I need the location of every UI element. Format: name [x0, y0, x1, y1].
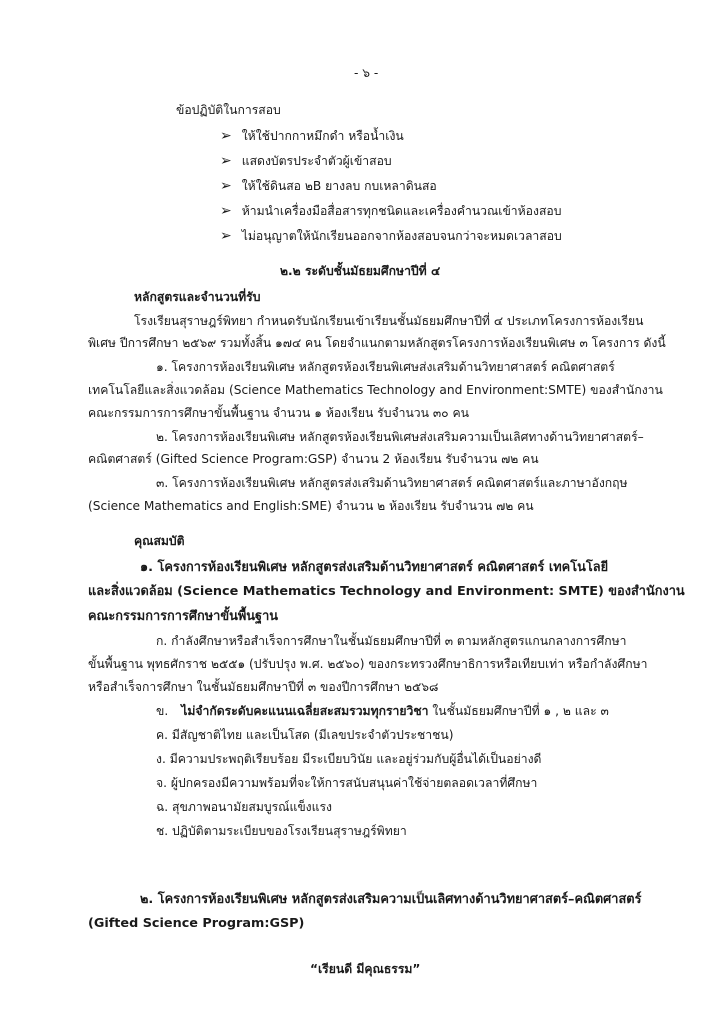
- curriculum-heading: หลักสูตรและจำนวนที่รับ: [134, 290, 261, 304]
- curriculum-intro: โรงเรียนสุราษฎร์พิทยา กำหนดรับนักเรียนเข้าเรียนชั้นมัธยมศึกษาปีที่ ๔ ประเภทโครงการห้องเรียน: [134, 314, 644, 328]
- qual-item-k: ก. กำลังศึกษาหรือสำเร็จการศึกษาในชั้นมัธยมศึกษาปีที่ ๓ ตามหลักสูตรแกนกลางการศึกษา: [156, 634, 627, 648]
- program-3-text: (Science Mathematics and English:SME) จำนวน ๒ ห้องเรียน รับจำนวน ๗๒ คน: [88, 499, 534, 513]
- footer-motto: “เรียนดี มีคุณธรรม”: [310, 962, 421, 976]
- arrow-bullet-icon: ➢: [220, 178, 232, 194]
- qual-item-chh: ฉ. สุขภาพอนามัยสมบูรณ์แข็งแรง: [156, 800, 332, 814]
- qual-marker: ข.: [156, 704, 169, 718]
- program-2-text: คณิตศาสตร์ (Gifted Science Program:GSP) จำนวน 2 ห้องเรียน รับจำนวน ๗๒ คน: [88, 452, 539, 466]
- program-1-text: คณะกรรมการการศึกษาขั้นพื้นฐาน จำนวน ๑ ห้องเรียน รับจำนวน ๓๐ คน: [88, 406, 469, 420]
- exam-rule-item: ➢ ไม่อนุญาตให้นักเรียนออกจากห้องสอบจนกว่าจะหมดเวลาสอบ: [220, 228, 562, 244]
- qual-program-1-title: คณะกรรมการการศึกษาขั้นพื้นฐาน: [88, 609, 279, 624]
- arrow-bullet-icon: ➢: [220, 128, 232, 144]
- program-2-text: ๒. โครงการห้องเรียนพิเศษ หลักสูตรห้องเรียนพิเศษส่งเสริมความเป็นเลิศทางด้านวิทยาศาสตร์–: [156, 430, 644, 444]
- arrow-bullet-icon: ➢: [220, 153, 232, 169]
- page-number: - ๖ -: [354, 66, 379, 80]
- exam-rule-item: ➢ ห้ามนำเครื่องมือสื่อสารทุกชนิดและเครื่องคำนวณเข้าห้องสอบ: [220, 203, 562, 219]
- program-1-text: ๑. โครงการห้องเรียนพิเศษ หลักสูตรห้องเรียนพิเศษส่งเสริมด้านวิทยาศาสตร์ คณิตศาสตร์: [156, 360, 615, 374]
- qual-item-k: หรือสำเร็จการศึกษา ในชั้นมัธยมศึกษาปีที่ ๓ ของปีการศึกษา ๒๕๖๘: [88, 680, 439, 694]
- program-1-text: เทคโนโลยีและสิ่งแวดล้อม (Science Mathematics Technology and Environment:SMTE) ของสำนักงาน: [88, 383, 663, 397]
- program-3-text: ๓. โครงการห้องเรียนพิเศษ หลักสูตรส่งเสริมด้านวิทยาศาสตร์ คณิตศาสตร์และภาษาอังกฤษ: [156, 476, 628, 490]
- qual-program-2-title: ๒. โครงการห้องเรียนพิเศษ หลักสูตรส่งเสริมความเป็นเลิศทางด้านวิทยาศาสตร์–คณิตศาสตร์: [140, 892, 642, 907]
- qualifications-heading: คุณสมบัติ: [134, 534, 185, 548]
- section-title: ๒.๒ ระดับชั้นมัธยมศึกษาปีที่ ๔: [280, 264, 441, 278]
- qual-item-ch: จ. ผู้ปกครองมีความพร้อมที่จะให้การสนับสนุนค่าใช้จ่ายตลอดเวลาที่ศึกษา: [156, 776, 538, 790]
- exam-rule-item: ➢ แสดงบัตรประจำตัวผู้เข้าสอบ: [220, 153, 392, 169]
- qual-program-1-title: ๑. โครงการห้องเรียนพิเศษ หลักสูตรส่งเสริมด้านวิทยาศาสตร์ คณิตศาสตร์ เทคโนโลยี: [140, 560, 609, 575]
- qual-item-cho: ช. ปฏิบัติตามระเบียบของโรงเรียนสุราษฎร์พิทยา: [156, 824, 407, 838]
- arrow-bullet-icon: ➢: [220, 228, 232, 244]
- exam-rule-item: ➢ ให้ใช้ปากกาหมึกดำ หรือน้ำเงิน: [220, 128, 404, 144]
- qual-emphasis: ไม่จำกัดระดับคะแนนเฉลี่ยสะสมรวมทุกรายวิชา: [181, 704, 429, 718]
- curriculum-intro: พิเศษ ปีการศึกษา ๒๕๖๙ รวมทั้งสิ้น ๑๗๔ คน โดยจำแนกตามหลักสูตรโครงการห้องเรียนพิเศษ ๓ โครงการ ดังนี้: [88, 336, 666, 350]
- qual-rest: ในชั้นมัธยมศึกษาปีที่ ๑ , ๒ และ ๓: [428, 704, 609, 718]
- qual-program-2-title: (Gifted Science Program:GSP): [88, 916, 305, 931]
- qual-item-kh: [156, 704, 609, 719]
- qual-item-kh2: ค. มีสัญชาติไทย และเป็นโสด (มีเลขประจำตัวประชาชน): [156, 728, 454, 742]
- qual-program-1-title: และสิ่งแวดล้อม (Science Mathematics Technology and Environment: SMTE) ของสำนักงาน: [88, 584, 685, 599]
- arrow-bullet-icon: ➢: [220, 203, 232, 219]
- exam-rule-item: ➢ ให้ใช้ดินสอ ๒B ยางลบ กบเหลาดินสอ: [220, 178, 437, 194]
- exam-rules-heading: ข้อปฏิบัติในการสอบ: [176, 103, 281, 117]
- qual-item-k: ขั้นพื้นฐาน พุทธศักราช ๒๕๕๑ (ปรับปรุง พ.ศ. ๒๕๖๐) ของกระทรวงศึกษาธิการหรือเทียบเท่า หรือกำลังศึกษา: [88, 657, 648, 671]
- qual-item-ng: ง. มีความประพฤติเรียบร้อย มีระเบียบวินัย และอยู่ร่วมกับผู้อื่นได้เป็นอย่างดี: [156, 752, 542, 766]
